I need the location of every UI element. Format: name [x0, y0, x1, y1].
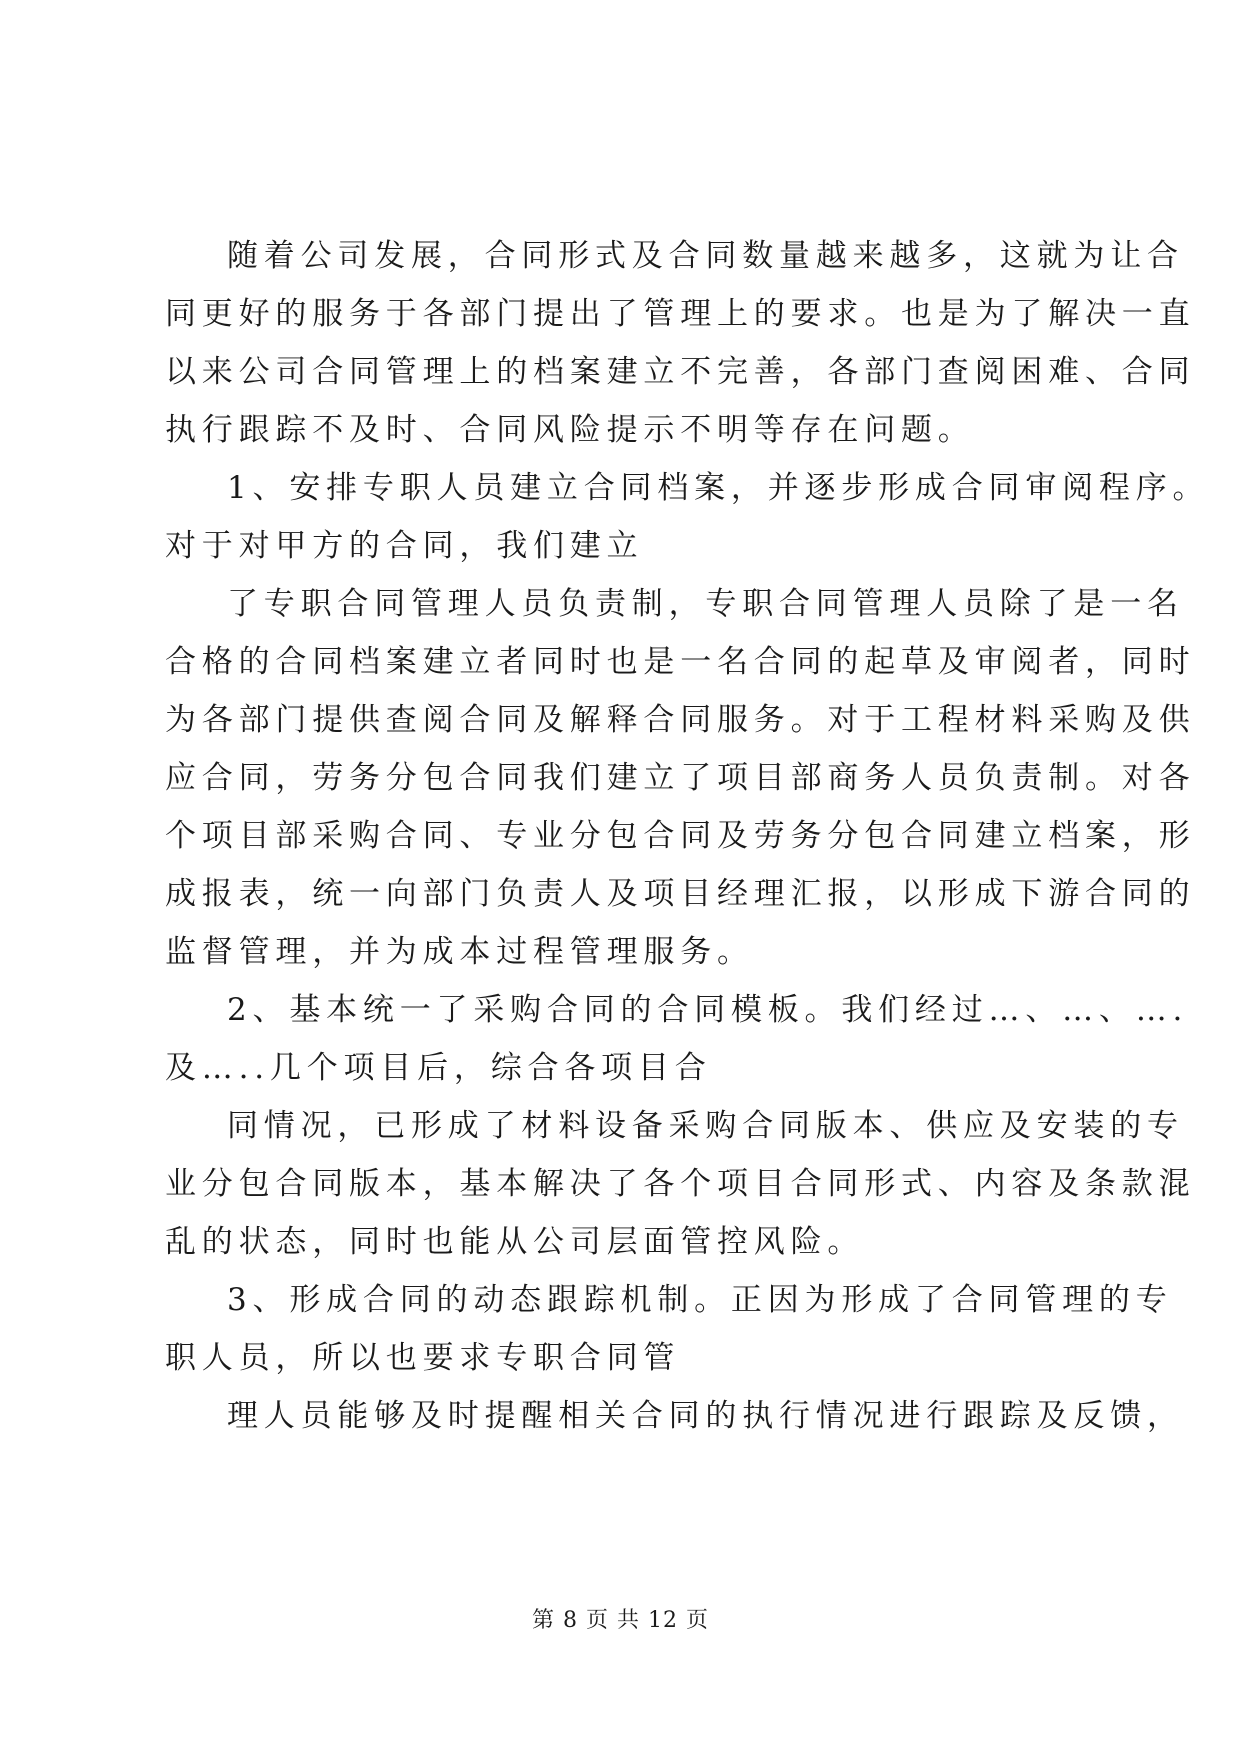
text-line: 执行跟踪不及时、合同风险提示不明等存在问题。	[165, 412, 975, 448]
text-line: 业分包合同版本，基本解决了各个项目合同形式、内容及条款混	[165, 1166, 1196, 1202]
text-line: 2、基本统一了采购合同的合同模板。我们经过…、…、….	[227, 992, 1189, 1028]
text-line: 应合同，劳务分包合同我们建立了项目部商务人员负责制。对各	[165, 760, 1196, 796]
text-line: 同情况，已形成了材料设备采购合同版本、供应及安装的专	[227, 1108, 1184, 1144]
text-line: 及…..几个项目后，综合各项目合	[165, 1050, 712, 1086]
text-line: 成报表，统一向部门负责人及项目经理汇报，以形成下游合同的	[165, 876, 1196, 912]
text-line: 同更好的服务于各部门提出了管理上的要求。也是为了解决一直	[165, 296, 1196, 332]
text-line: 了专职合同管理人员负责制，专职合同管理人员除了是一名	[227, 586, 1184, 622]
text-line: 随着公司发展，合同形式及合同数量越来越多，这就为让合	[227, 238, 1184, 274]
text-line: 为各部门提供查阅合同及解释合同服务。对于工程材料采购及供	[165, 702, 1196, 738]
text-line: 个项目部采购合同、专业分包合同及劳务分包合同建立档案，形	[165, 818, 1196, 854]
text-line: 以来公司合同管理上的档案建立不完善，各部门查阅困难、合同	[165, 354, 1196, 390]
text-line: 3、形成合同的动态跟踪机制。正因为形成了合同管理的专	[227, 1282, 1173, 1318]
text-line: 1、安排专职人员建立合同档案，并逐步形成合同审阅程序。	[227, 470, 1210, 506]
text-line: 合格的合同档案建立者同时也是一名合同的起草及审阅者，同时	[165, 644, 1196, 680]
text-line: 监督管理，并为成本过程管理服务。	[165, 934, 754, 970]
text-line: 职人员，所以也要求专职合同管	[165, 1340, 681, 1376]
text-line: 理人员能够及时提醒相关合同的执行情况进行跟踪及反馈，	[227, 1398, 1184, 1434]
text-line: 乱的状态，同时也能从公司层面管控风险。	[165, 1224, 865, 1260]
page-number-footer: 第 8 页 共 12 页	[532, 1608, 709, 1633]
text-line: 对于对甲方的合同，我们建立	[165, 528, 644, 564]
